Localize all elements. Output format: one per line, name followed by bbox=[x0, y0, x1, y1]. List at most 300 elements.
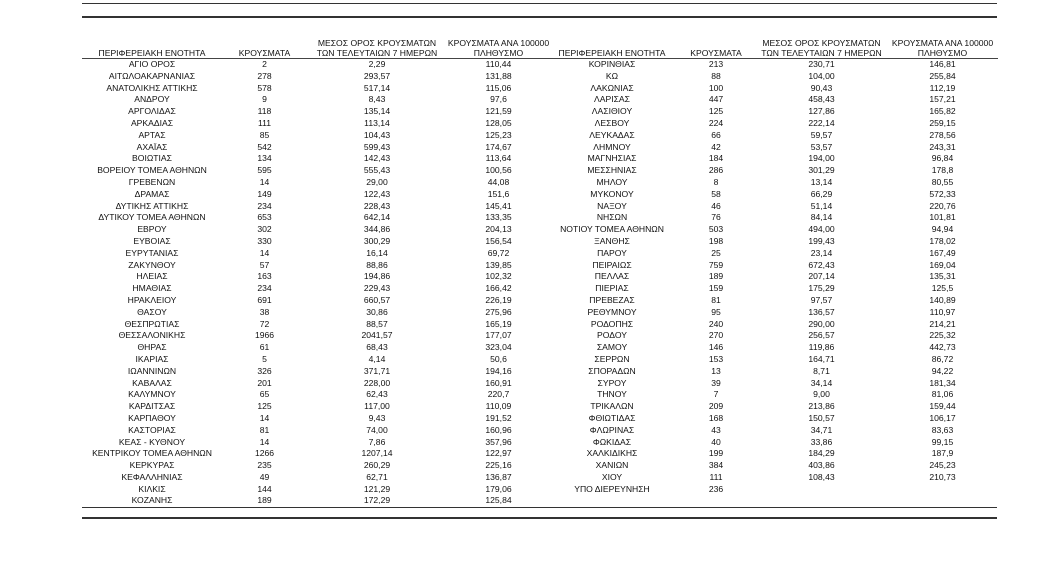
table-row bbox=[548, 472, 998, 484]
cell-cases: 384 bbox=[708, 460, 724, 471]
header-per100k: ΚΡΟΥΣΜΑΤΑ ΑΝΑ 100000 ΠΛΗΘΥΣΜΟ bbox=[447, 38, 550, 58]
table-row bbox=[82, 378, 550, 390]
cell-region: ΣΑΜΟΥ bbox=[596, 342, 628, 353]
cell-region: ΣΠΟΡΑΔΩΝ bbox=[588, 365, 636, 376]
cell-region: ΠΕΙΡΑΙΩΣ bbox=[592, 259, 632, 270]
cell-cases: 149 bbox=[257, 188, 272, 199]
cell-cases: 198 bbox=[708, 235, 724, 246]
cell-per100k: 125,84 bbox=[485, 495, 512, 506]
cell-per100k: 191,52 bbox=[485, 412, 512, 423]
cell-avg7: 62,43 bbox=[366, 389, 388, 400]
cell-region: ΧΑΛΚΙΔΙΚΗΣ bbox=[586, 448, 638, 459]
cell-cases: 25 bbox=[711, 247, 721, 258]
cell-cases: 49 bbox=[259, 471, 270, 482]
cell-cases: 40 bbox=[711, 436, 721, 447]
cell-region: ΗΛΕΙΑΣ bbox=[136, 271, 168, 282]
cell-per100k: 86,72 bbox=[931, 353, 954, 364]
cell-avg7: 494,00 bbox=[808, 224, 835, 235]
cell-region: ΛΑΣΙΘΙΟΥ bbox=[591, 106, 633, 117]
cell-per100k: 156,54 bbox=[485, 235, 512, 246]
cell-avg7: 136,57 bbox=[808, 306, 835, 317]
cell-cases: 14 bbox=[259, 412, 270, 423]
cell-avg7: 4,14 bbox=[368, 353, 386, 364]
cell-cases: 61 bbox=[259, 342, 270, 353]
cell-region: ΧΙΟΥ bbox=[601, 471, 623, 482]
cell-cases: 184 bbox=[708, 153, 724, 164]
cell-per100k: 136,87 bbox=[485, 471, 512, 482]
table-row bbox=[82, 472, 550, 484]
table-row bbox=[548, 271, 998, 283]
cell-cases: 85 bbox=[259, 129, 270, 140]
cell-cases: 58 bbox=[711, 188, 721, 199]
table-row bbox=[548, 106, 998, 118]
cell-avg7: 84,14 bbox=[810, 212, 833, 223]
table-row bbox=[548, 224, 998, 236]
cell-avg7: 222,14 bbox=[808, 117, 835, 128]
cell-avg7: 371,71 bbox=[363, 365, 391, 376]
table-row bbox=[548, 189, 998, 201]
cell-region: ΕΒΡΟΥ bbox=[137, 224, 167, 235]
cell-cases: 125 bbox=[708, 106, 724, 117]
table-row bbox=[548, 342, 998, 354]
cell-avg7: 517,14 bbox=[363, 82, 391, 93]
cell-region: ΛΑΚΩΝΙΑΣ bbox=[590, 82, 634, 93]
cell-avg7: 207,14 bbox=[808, 271, 835, 282]
cell-cases: 234 bbox=[257, 200, 272, 211]
cell-per100k: 220,76 bbox=[929, 200, 956, 211]
table-row bbox=[82, 307, 550, 319]
cell-region: ΑΝΔΡΟΥ bbox=[134, 94, 170, 105]
cell-region: ΔΡΑΜΑΣ bbox=[134, 188, 170, 199]
cell-avg7: 34,14 bbox=[810, 377, 833, 388]
cell-cases: 168 bbox=[708, 412, 724, 423]
cell-region: ΗΡΑΚΛΕΙΟΥ bbox=[127, 294, 177, 305]
table-row bbox=[82, 354, 550, 366]
cell-region: ΚΕΡΚΥΡΑΣ bbox=[129, 460, 175, 471]
cell-per100k: 181,34 bbox=[929, 377, 956, 388]
cell-avg7: 9,00 bbox=[813, 389, 830, 400]
cell-region: ΚΑΡΠΑΘΟΥ bbox=[128, 412, 176, 423]
table-row bbox=[82, 130, 550, 142]
cell-per100k: 174,67 bbox=[485, 141, 512, 152]
cell-cases: 81 bbox=[259, 424, 270, 435]
cell-cases: 302 bbox=[257, 224, 272, 235]
cell-cases: 153 bbox=[708, 353, 724, 364]
cell-avg7: 301,29 bbox=[808, 165, 835, 176]
table-row bbox=[82, 248, 550, 260]
cell-cases: 8 bbox=[713, 176, 719, 187]
cell-region: ΛΗΜΝΟΥ bbox=[593, 141, 631, 152]
cell-region: ΔΥΤΙΚΟΥ ΤΟΜΕΑ ΑΘΗΝΩΝ bbox=[98, 212, 206, 223]
cell-region: ΦΩΚΙΔΑΣ bbox=[592, 436, 632, 447]
table-row bbox=[548, 366, 998, 378]
cell-per100k: 442,73 bbox=[929, 342, 956, 353]
cell-cases: 240 bbox=[708, 318, 724, 329]
cell-region: ΑΙΤΩΛΟΑΚΑΡΝΑΝΙΑΣ bbox=[108, 70, 196, 81]
cell-cases: 88 bbox=[711, 70, 721, 81]
cell-cases: 46 bbox=[711, 200, 721, 211]
cell-region: ΧΑΝΙΩΝ bbox=[595, 460, 629, 471]
cell-cases: 759 bbox=[708, 259, 724, 270]
cell-region: ΚΩ bbox=[605, 70, 619, 81]
cell-avg7: 90,43 bbox=[810, 82, 833, 93]
table-row bbox=[548, 425, 998, 437]
table-row bbox=[548, 319, 998, 331]
header-region: ΠΕΡΙΦΕΡΕΙΑΚΗ ΕΝΟΤΗΤΑ bbox=[558, 48, 666, 58]
cell-cases: 39 bbox=[711, 377, 721, 388]
cell-region: ΗΜΑΘΙΑΣ bbox=[132, 283, 172, 294]
cell-per100k: 177,07 bbox=[485, 330, 512, 341]
cell-cases: 234 bbox=[257, 283, 272, 294]
cell-region: ΚΑΡΔΙΤΣΑΣ bbox=[128, 401, 176, 412]
cell-avg7: 113,14 bbox=[364, 117, 390, 128]
cell-per100k: 157,21 bbox=[929, 94, 956, 105]
table-row bbox=[82, 413, 550, 425]
cell-per100k: 110,97 bbox=[929, 306, 956, 317]
cell-region: ΖΑΚΥΝΘΟΥ bbox=[128, 259, 176, 270]
cell-cases: 199 bbox=[708, 448, 724, 459]
cell-per100k: 357,96 bbox=[485, 436, 512, 447]
cell-avg7: 9,43 bbox=[368, 412, 386, 423]
cell-cases: 286 bbox=[708, 165, 724, 176]
table-row bbox=[548, 448, 998, 460]
header-region: ΠΕΡΙΦΕΡΕΙΑΚΗ ΕΝΟΤΗΤΑ bbox=[98, 48, 206, 58]
table-row bbox=[548, 389, 998, 401]
cell-avg7: 34,71 bbox=[810, 424, 833, 435]
cell-cases: 270 bbox=[708, 330, 724, 341]
cell-per100k: 165,82 bbox=[929, 106, 956, 117]
cell-per100k: 179,06 bbox=[485, 483, 512, 494]
cell-region: ΑΡΚΑΔΙΑΣ bbox=[130, 117, 174, 128]
cell-cases: 159 bbox=[708, 283, 724, 294]
cell-cases: 542 bbox=[257, 141, 272, 152]
cell-region: ΤΗΝΟΥ bbox=[597, 389, 627, 400]
cell-avg7: 555,43 bbox=[363, 165, 391, 176]
cell-region: ΚΕΦΑΛΛΗΝΙΑΣ bbox=[121, 471, 183, 482]
cell-avg7: 88,86 bbox=[366, 259, 388, 270]
cell-region: ΡΕΘΥΜΝΟΥ bbox=[587, 306, 637, 317]
cell-per100k: 278,56 bbox=[929, 129, 956, 140]
cell-cases: 9 bbox=[262, 94, 267, 105]
cell-avg7: 108,43 bbox=[808, 471, 835, 482]
table-row bbox=[548, 378, 998, 390]
cell-cases: 134 bbox=[257, 153, 272, 164]
cell-cases: 81 bbox=[711, 294, 721, 305]
cell-region: ΑΧΑΪΑΣ bbox=[136, 141, 168, 152]
table-row bbox=[548, 177, 998, 189]
cell-avg7: 74,00 bbox=[366, 424, 388, 435]
cell-region: ΥΠΟ ΔΙΕΡΕΥΝΗΣΗ bbox=[574, 483, 650, 494]
cell-cases: 111 bbox=[257, 117, 272, 128]
cell-avg7: 660,57 bbox=[363, 294, 391, 305]
table-row bbox=[548, 94, 998, 106]
cell-cases: 330 bbox=[257, 235, 272, 246]
cell-per100k: 169,04 bbox=[929, 259, 956, 270]
table-row bbox=[82, 212, 550, 224]
cell-per100k: 165,19 bbox=[485, 318, 512, 329]
table-row bbox=[82, 495, 550, 507]
cell-per100k: 159,44 bbox=[929, 401, 956, 412]
cell-per100k: 110,09 bbox=[485, 401, 512, 412]
cell-region: ΙΩΑΝΝΙΝΩΝ bbox=[127, 365, 177, 376]
cell-region: ΚΟΖΑΝΗΣ bbox=[131, 495, 173, 506]
cell-per100k: 139,85 bbox=[485, 259, 512, 270]
cell-per100k: 194,16 bbox=[485, 365, 512, 376]
cell-avg7: 290,00 bbox=[808, 318, 835, 329]
cell-avg7: 97,57 bbox=[810, 294, 833, 305]
header-row bbox=[548, 34, 998, 59]
cell-per100k: 255,84 bbox=[929, 70, 956, 81]
cell-avg7: 122,43 bbox=[363, 188, 391, 199]
cell-region: ΚΟΡΙΝΘΙΑΣ bbox=[588, 59, 636, 69]
cell-per100k: 106,17 bbox=[929, 412, 956, 423]
table-row bbox=[82, 283, 550, 295]
cell-avg7: 228,00 bbox=[363, 377, 391, 388]
cell-cases: 5 bbox=[262, 353, 267, 364]
cell-region: ΒΟΙΩΤΙΑΣ bbox=[132, 153, 172, 164]
table-row bbox=[548, 260, 998, 272]
cell-cases: 14 bbox=[259, 247, 270, 258]
table-row bbox=[548, 212, 998, 224]
table-row bbox=[548, 437, 998, 449]
cell-per100k: 135,31 bbox=[929, 271, 956, 282]
cell-avg7: 230,71 bbox=[808, 59, 835, 69]
table-row bbox=[548, 83, 998, 95]
cell-avg7: 23,14 bbox=[810, 247, 833, 258]
cell-cases: 76 bbox=[711, 212, 721, 223]
cell-cases: 2 bbox=[262, 59, 267, 69]
table-row bbox=[82, 201, 550, 213]
top-rule-thin bbox=[82, 3, 997, 4]
cell-avg7: 1207,14 bbox=[361, 448, 393, 459]
cell-cases: 278 bbox=[257, 70, 272, 81]
cell-cases: 691 bbox=[257, 294, 272, 305]
cell-region: ΣΕΡΡΩΝ bbox=[594, 353, 630, 364]
cell-avg7: 229,43 bbox=[363, 283, 391, 294]
cell-avg7: 213,86 bbox=[808, 401, 835, 412]
table-row bbox=[548, 153, 998, 165]
cell-cases: 95 bbox=[711, 306, 721, 317]
cell-cases: 118 bbox=[257, 106, 272, 117]
cell-per100k: 115,06 bbox=[485, 82, 512, 93]
table-row bbox=[82, 189, 550, 201]
cell-region: ΘΑΣΟΥ bbox=[137, 306, 167, 317]
cell-cases: 125 bbox=[257, 401, 272, 412]
cell-per100k: 131,88 bbox=[485, 70, 512, 81]
cell-cases: 72 bbox=[259, 318, 270, 329]
cell-region: ΘΕΣΠΡΩΤΙΑΣ bbox=[124, 318, 180, 329]
table-row bbox=[82, 142, 550, 154]
cell-cases: 43 bbox=[711, 424, 721, 435]
table-row bbox=[548, 248, 998, 260]
cell-avg7: 199,43 bbox=[808, 235, 835, 246]
table-row bbox=[82, 177, 550, 189]
table-row bbox=[82, 342, 550, 354]
cell-per100k: 214,21 bbox=[929, 318, 956, 329]
cell-region: ΑΓΙΟ ΟΡΟΣ bbox=[128, 59, 176, 69]
cell-per100k: 83,63 bbox=[931, 424, 954, 435]
cell-cases: 65 bbox=[259, 389, 270, 400]
cell-region: ΝΟΤΙΟΥ ΤΟΜΕΑ ΑΘΗΝΩΝ bbox=[560, 224, 664, 235]
cell-region: ΚΕΝΤΡΙΚΟΥ ΤΟΜΕΑ ΑΘΗΝΩΝ bbox=[92, 448, 212, 459]
cell-per100k: 166,42 bbox=[485, 283, 512, 294]
cell-avg7: 184,29 bbox=[808, 448, 835, 459]
cell-avg7: 194,86 bbox=[363, 271, 391, 282]
cell-per100k: 160,96 bbox=[485, 424, 512, 435]
cell-avg7: 175,29 bbox=[808, 283, 835, 294]
table-row bbox=[82, 236, 550, 248]
cell-per100k: 81,06 bbox=[931, 389, 954, 400]
cell-avg7: 30,86 bbox=[366, 306, 388, 317]
cell-cases: 146 bbox=[708, 342, 724, 353]
cell-cases: 209 bbox=[708, 401, 724, 412]
cell-avg7: 458,43 bbox=[808, 94, 835, 105]
cell-cases: 578 bbox=[257, 82, 272, 93]
table-row bbox=[548, 295, 998, 307]
cases-table-left bbox=[82, 34, 550, 507]
bottom-rule-thick bbox=[82, 517, 997, 519]
cell-per100k: 94,94 bbox=[931, 224, 954, 235]
cell-per100k: 140,89 bbox=[929, 294, 956, 305]
cell-avg7: 8,43 bbox=[368, 94, 386, 105]
cell-region: ΠΙΕΡΙΑΣ bbox=[595, 283, 629, 294]
cell-per100k: 259,15 bbox=[929, 117, 956, 128]
cell-region: ΕΥΡΥΤΑΝΙΑΣ bbox=[125, 247, 179, 258]
table-row bbox=[548, 118, 998, 130]
cell-cases: 42 bbox=[711, 141, 721, 152]
cell-per100k: 99,15 bbox=[931, 436, 954, 447]
cell-region: ΛΕΣΒΟΥ bbox=[594, 117, 630, 128]
table-row bbox=[82, 319, 550, 331]
table-row bbox=[82, 71, 550, 83]
cell-avg7: 672,43 bbox=[808, 259, 835, 270]
cell-avg7: 293,57 bbox=[363, 70, 391, 81]
cell-avg7: 117,00 bbox=[364, 401, 390, 412]
table-row bbox=[82, 165, 550, 177]
table-row bbox=[548, 401, 998, 413]
cell-per100k: 128,05 bbox=[485, 117, 512, 128]
cell-per100k: 97,6 bbox=[490, 94, 507, 105]
cell-avg7: 51,14 bbox=[810, 200, 833, 211]
cases-table-right bbox=[548, 34, 998, 495]
cell-per100k: 275,96 bbox=[485, 306, 512, 317]
cell-avg7: 164,71 bbox=[808, 353, 835, 364]
cell-cases: 100 bbox=[708, 82, 724, 93]
cell-region: ΚΙΛΚΙΣ bbox=[138, 483, 166, 494]
cell-avg7: 53,57 bbox=[810, 141, 833, 152]
cell-avg7: 2041,57 bbox=[361, 330, 393, 341]
cell-per100k: 323,04 bbox=[485, 342, 512, 353]
cell-region: ΚΑΣΤΟΡΙΑΣ bbox=[128, 424, 176, 435]
table-row bbox=[548, 236, 998, 248]
cell-region: ΦΛΩΡΙΝΑΣ bbox=[589, 424, 635, 435]
cell-per100k: 151,6 bbox=[487, 188, 510, 199]
cell-cases: 224 bbox=[708, 117, 724, 128]
cell-region: ΤΡΙΚΑΛΩΝ bbox=[590, 401, 634, 412]
cell-avg7: 62,71 bbox=[366, 471, 388, 482]
table-row bbox=[548, 142, 998, 154]
cell-region: ΘΗΡΑΣ bbox=[137, 342, 167, 353]
cell-region: ΑΡΤΑΣ bbox=[138, 129, 166, 140]
cell-avg7: 135,14 bbox=[363, 106, 391, 117]
right-table-section bbox=[548, 34, 998, 495]
table-row bbox=[82, 83, 550, 95]
table-row bbox=[82, 425, 550, 437]
table-row bbox=[82, 295, 550, 307]
cell-region: ΚΑΛΥΜΝΟΥ bbox=[128, 389, 176, 400]
cell-avg7: 88,57 bbox=[366, 318, 388, 329]
cell-avg7: 66,29 bbox=[810, 188, 833, 199]
right-table-body bbox=[548, 59, 998, 496]
cell-per100k: 121,59 bbox=[485, 106, 512, 117]
cell-region: ΛΕΥΚΑΔΑΣ bbox=[589, 129, 635, 140]
cell-avg7: 344,86 bbox=[363, 224, 391, 235]
table-row bbox=[82, 366, 550, 378]
cell-per100k: 100,56 bbox=[485, 165, 512, 176]
cell-cases: 1966 bbox=[254, 330, 275, 341]
cell-per100k: 178,8 bbox=[931, 165, 954, 176]
table-row bbox=[82, 389, 550, 401]
cell-avg7: 194,00 bbox=[808, 153, 835, 164]
cell-cases: 66 bbox=[711, 129, 721, 140]
cell-region: ΒΟΡΕΙΟΥ ΤΟΜΕΑ ΑΘΗΝΩΝ bbox=[97, 165, 207, 176]
cell-avg7: 104,00 bbox=[808, 70, 835, 81]
cell-cases: 14 bbox=[259, 436, 270, 447]
cell-region: ΡΟΔΟΠΗΣ bbox=[590, 318, 634, 329]
table-row bbox=[82, 330, 550, 342]
cell-per100k: 210,73 bbox=[929, 471, 956, 482]
table-row bbox=[548, 71, 998, 83]
cell-avg7: 642,14 bbox=[363, 212, 391, 223]
cell-cases: 7 bbox=[713, 389, 719, 400]
cell-per100k: 112,19 bbox=[929, 82, 956, 93]
table-row bbox=[548, 201, 998, 213]
table-row bbox=[548, 307, 998, 319]
table-row bbox=[548, 484, 998, 496]
cell-avg7: 16,14 bbox=[366, 247, 388, 258]
cell-cases: 447 bbox=[708, 94, 724, 105]
cell-avg7: 33,86 bbox=[810, 436, 833, 447]
header-cases: ΚΡΟΥΣΜΑΤΑ bbox=[238, 48, 291, 58]
cell-avg7: 121,29 bbox=[363, 483, 391, 494]
table-row bbox=[82, 460, 550, 472]
cell-cases: 595 bbox=[257, 165, 272, 176]
cell-cases: 189 bbox=[708, 271, 724, 282]
cell-per100k: 204,13 bbox=[485, 224, 512, 235]
cell-region: ΦΘΙΩΤΙΔΑΣ bbox=[588, 412, 636, 423]
cell-region: ΜΑΓΝΗΣΙΑΣ bbox=[587, 153, 637, 164]
cell-region: ΚΑΒΑΛΑΣ bbox=[132, 377, 172, 388]
cell-region: ΠΡΕΒΕΖΑΣ bbox=[589, 294, 635, 305]
cell-per100k: 110,44 bbox=[485, 59, 512, 69]
table-row bbox=[82, 401, 550, 413]
table-row bbox=[82, 271, 550, 283]
header-avg7: ΜΕΣΟΣ ΟΡΟΣ ΚΡΟΥΣΜΑΤΩΝ ΤΩΝ ΤΕΛΕΥΤΑΙΩΝ 7 ΗΜΕΡΩΝ bbox=[761, 38, 882, 58]
cell-per100k: 50,6 bbox=[490, 353, 507, 364]
table-row bbox=[548, 283, 998, 295]
cell-per100k: 572,33 bbox=[929, 188, 956, 199]
table-row bbox=[82, 106, 550, 118]
cell-avg7: 59,57 bbox=[810, 129, 833, 140]
table-row bbox=[82, 260, 550, 272]
cell-avg7: 300,29 bbox=[363, 235, 391, 246]
table-row bbox=[548, 165, 998, 177]
cell-per100k: 102,32 bbox=[485, 271, 512, 282]
table-row bbox=[548, 59, 998, 71]
cell-per100k: 101,81 bbox=[929, 212, 956, 223]
table-row bbox=[82, 153, 550, 165]
table-row bbox=[82, 484, 550, 496]
